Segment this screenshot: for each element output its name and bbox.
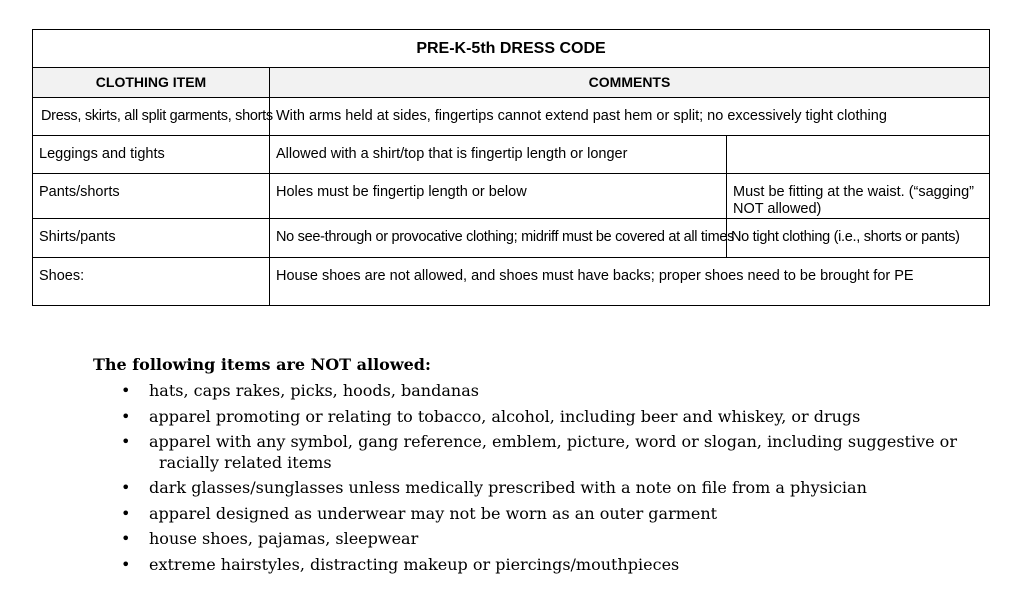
extra-comment-cell: Must be fitting at the waist. (“sagging” NOT allowed) [727, 174, 990, 219]
extra-comment-cell [727, 136, 990, 174]
bullet-icon: • [121, 478, 131, 497]
clothing-item-cell: Pants/shorts [33, 174, 270, 219]
list-item-text: apparel promoting or relating to tobacco, alcohol, including beer and whiskey, or drugs [149, 406, 861, 426]
list-item-text: apparel with any symbol, gang reference, emblem, picture, word or slogan, including suggestive or racially related items [149, 432, 957, 472]
list-item-text: hats, caps rakes, picks, hoods, bandanas [149, 381, 479, 400]
list-item-text: dark glasses/sunglasses unless medically prescribed with a note on file from a physician [149, 478, 867, 497]
comment-cell: House shoes are not allowed, and shoes must have backs; proper shoes need to be brought for PE [270, 258, 990, 306]
table-row [33, 219, 990, 258]
list-item [121, 529, 973, 550]
not-allowed-section [93, 353, 973, 580]
dress-code-table [32, 29, 990, 306]
not-allowed-list [93, 381, 973, 575]
clothing-item-cell: Shoes: [33, 258, 270, 306]
bullet-icon: • [121, 381, 131, 400]
comment-cell: Allowed with a shirt/top that is fingertip length or longer [270, 136, 727, 174]
list-item [121, 554, 973, 576]
clothing-item-cell: Dress, skirts, all split garments, shorts [33, 98, 270, 136]
not-allowed-heading: The following items are NOT allowed: [93, 355, 431, 374]
comment-cell: No see-through or provocative clothing; midriff must be covered at all times [270, 219, 727, 258]
table-row [33, 258, 990, 306]
bullet-icon: • [121, 529, 131, 548]
header-comments: COMMENTS [270, 68, 990, 98]
bullet-icon: • [121, 554, 131, 574]
bullet-icon: • [121, 503, 131, 523]
bullet-icon: • [121, 406, 131, 426]
clothing-item-cell: Shirts/pants [33, 219, 270, 258]
table-row [33, 174, 990, 219]
list-item-text: house shoes, pajamas, sleepwear [149, 529, 419, 548]
table-title: PRE-K-5th DRESS CODE [33, 30, 990, 68]
table-row [33, 98, 990, 136]
list-item [121, 381, 973, 402]
list-item [121, 406, 973, 428]
list-item-text: apparel designed as underwear may not be worn as an outer garment [149, 503, 718, 523]
comment-cell: With arms held at sides, fingertips cannot extend past hem or split; no excessively tight clothing [270, 98, 990, 136]
extra-comment-cell: No tight clothing (i.e., shorts or pants) [727, 219, 990, 258]
list-item [121, 478, 973, 499]
clothing-item-cell: Leggings and tights [33, 136, 270, 174]
comment-cell: Holes must be fingertip length or below [270, 174, 727, 219]
table-row [33, 136, 990, 174]
list-item-text: extreme hairstyles, distracting makeup or piercings/mouthpieces [149, 554, 680, 574]
list-item [121, 432, 973, 473]
list-item [121, 503, 973, 525]
header-clothing-item: CLOTHING ITEM [33, 68, 270, 98]
bullet-icon: • [121, 432, 131, 451]
